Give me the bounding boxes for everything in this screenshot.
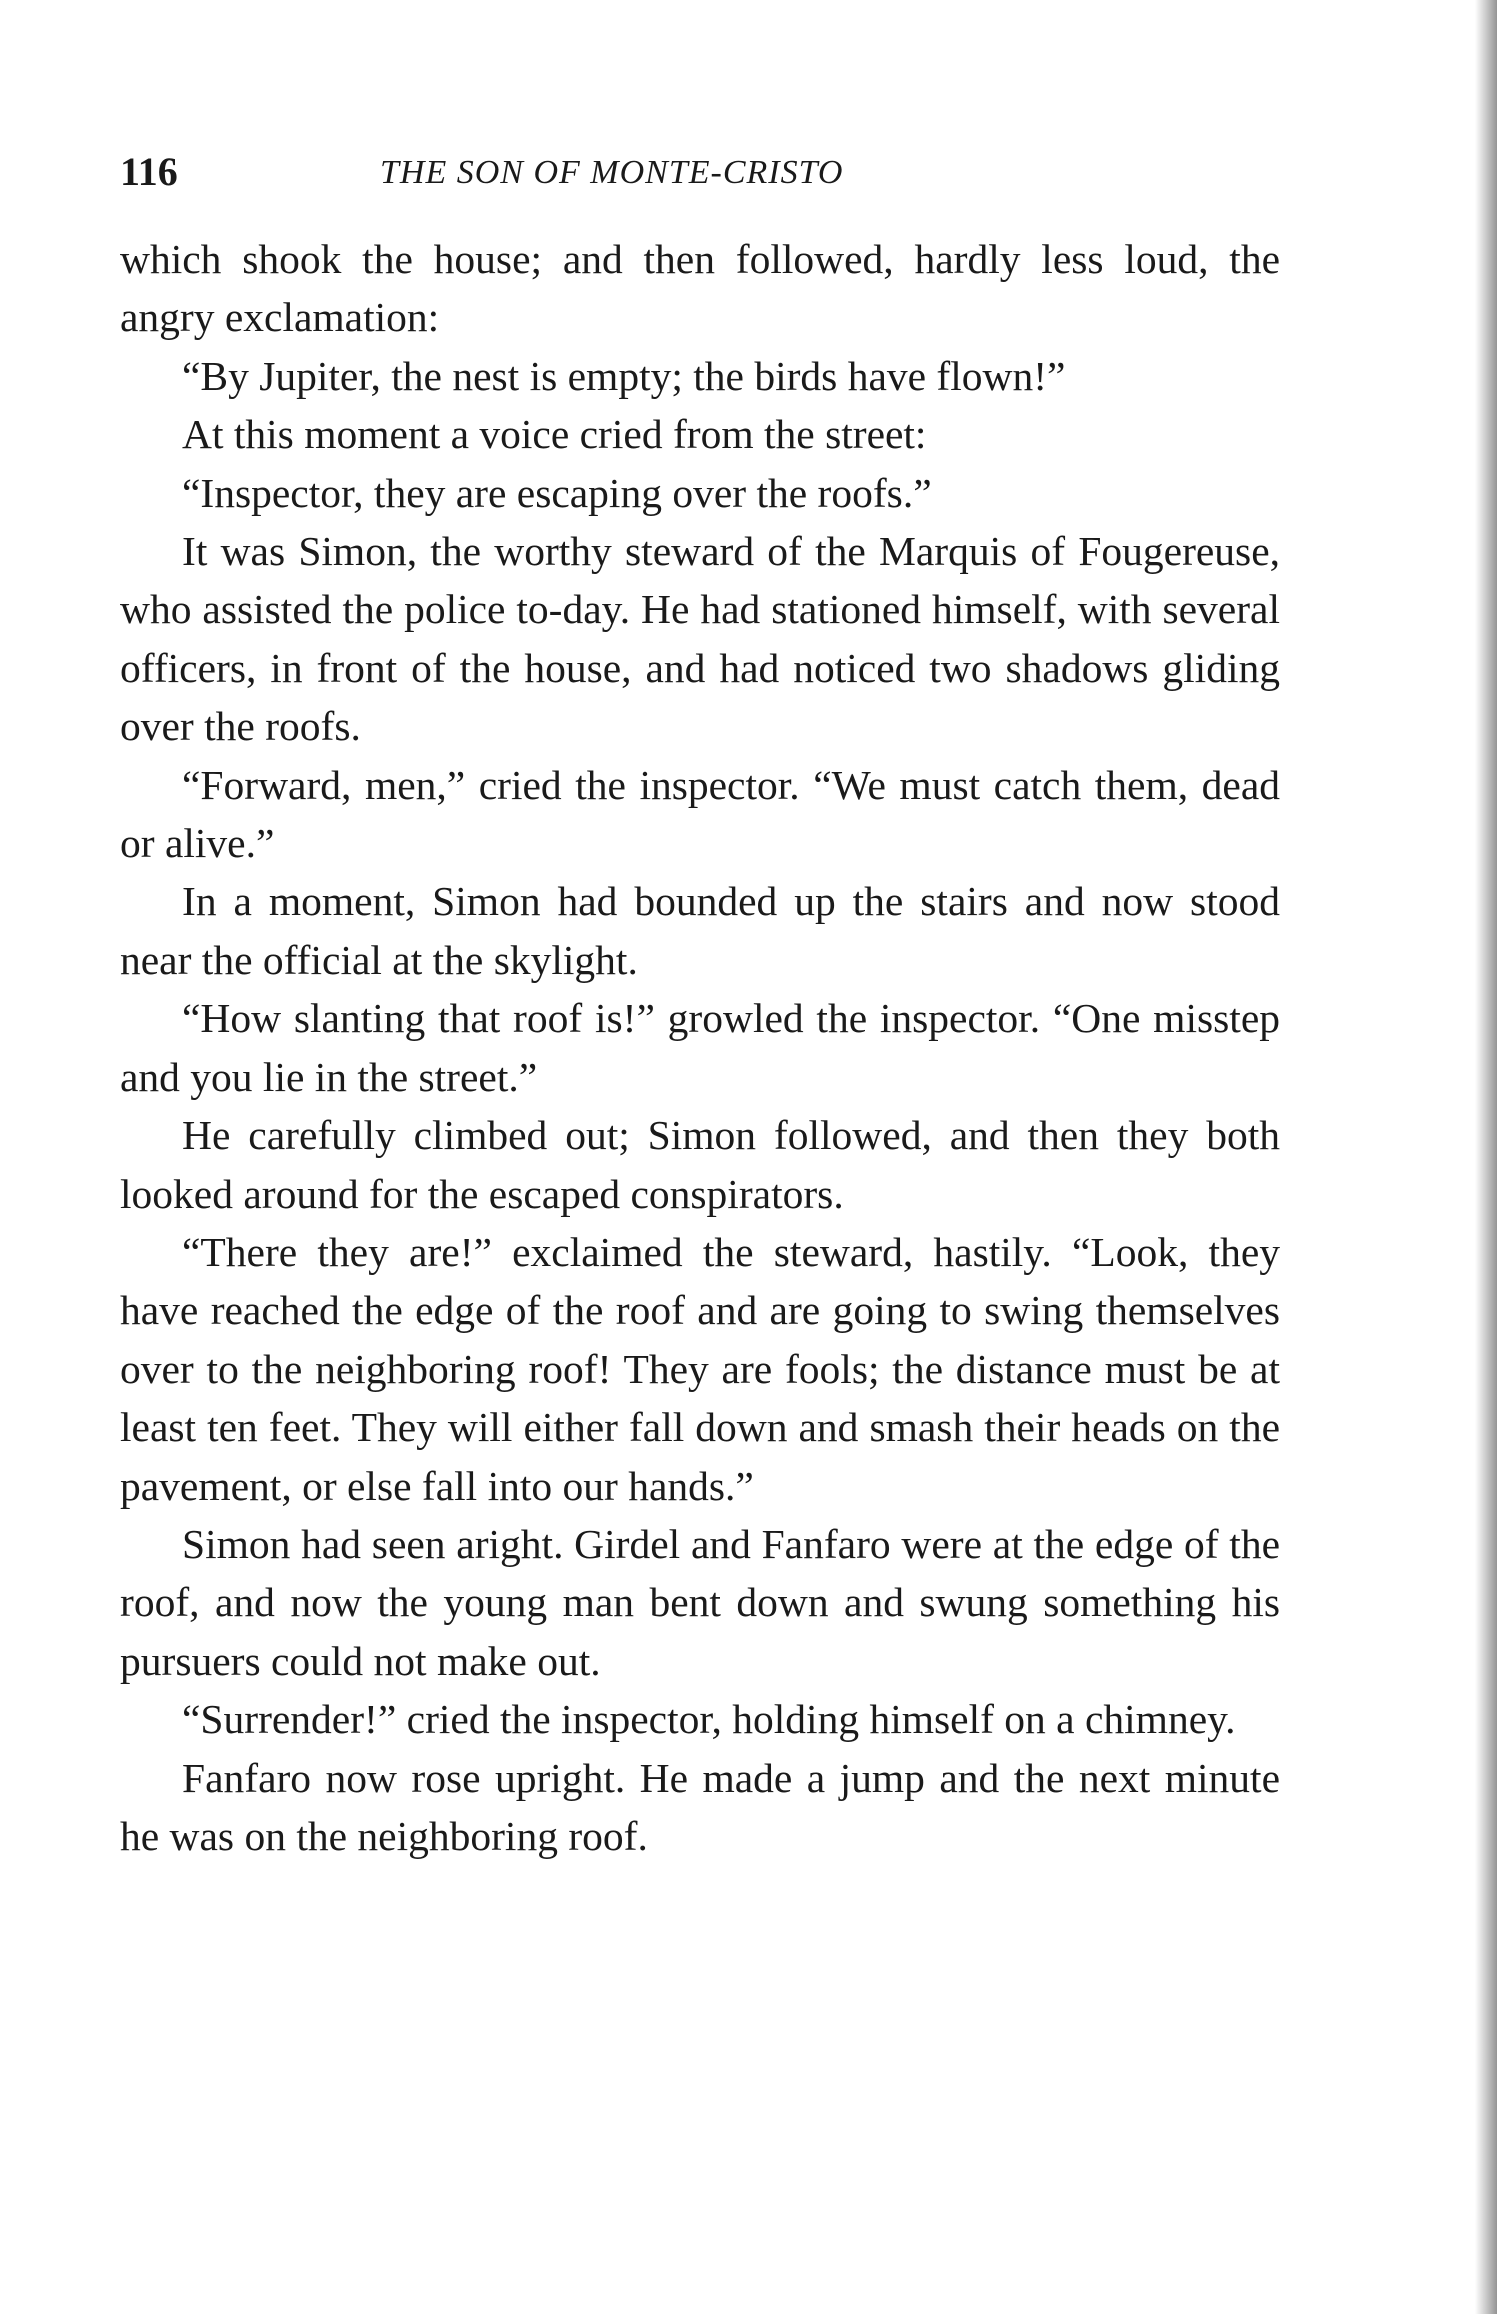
running-head: THE SON OF MONTE-CRISTO bbox=[380, 154, 844, 191]
paragraph: “How slanting that roof is!” growled the inspector. “One misstep and you lie in the street.” bbox=[120, 995, 1280, 1100]
paragraph: “Forward, men,” cried the inspector. “We must catch them, dead or alive.” bbox=[120, 761, 1280, 867]
paragraph: At this moment a voice cried from the street: bbox=[182, 411, 927, 458]
page-number: 116 bbox=[120, 149, 178, 194]
paragraph: “Surrender!” cried the inspector, holding himself on a chimney. bbox=[182, 1696, 1236, 1743]
paragraph: “Inspector, they are escaping over the roofs.” bbox=[182, 469, 932, 516]
page-header bbox=[120, 148, 1280, 208]
body-text bbox=[120, 230, 1280, 1865]
paragraph: In a moment, Simon had bounded up the stairs and now stood near the official at the skylight. bbox=[120, 878, 1280, 983]
page-edge-shadow bbox=[1475, 0, 1497, 2314]
paragraph: He carefully climbed out; Simon followed, and then they both looked around for the escaped conspirators. bbox=[120, 1112, 1280, 1217]
paragraph: Fanfaro now rose upright. He made a jump and the next minute he was on the neighboring roof. bbox=[120, 1754, 1280, 1859]
paragraph: “By Jupiter, the nest is empty; the birds have flown!” bbox=[182, 352, 1066, 399]
paragraph: “There they are!” exclaimed the steward, hastily. “Look, they have reached the edge of the roof and are going to swing themselves over to the neighboring roof! They are fools; the distance must be at least ten feet. They will either fall down and smash their heads on the pavement, or else fall into our hands.” bbox=[120, 1228, 1280, 1509]
paragraph: Simon had seen aright. Girdel and Fanfaro were at the edge of the roof, and now the young man bent down and swung something his pursuers could not make out. bbox=[120, 1520, 1280, 1684]
paragraph: which shook the house; and then followed, hardly less loud, the angry exclamation: bbox=[120, 236, 1280, 341]
paragraph: It was Simon, the worthy steward of the Marquis of Fougereuse, who assisted the police to-day. He had stationed himself, with several officers, in front of the house, and had noticed two shadows gliding over the roofs. bbox=[120, 528, 1280, 750]
